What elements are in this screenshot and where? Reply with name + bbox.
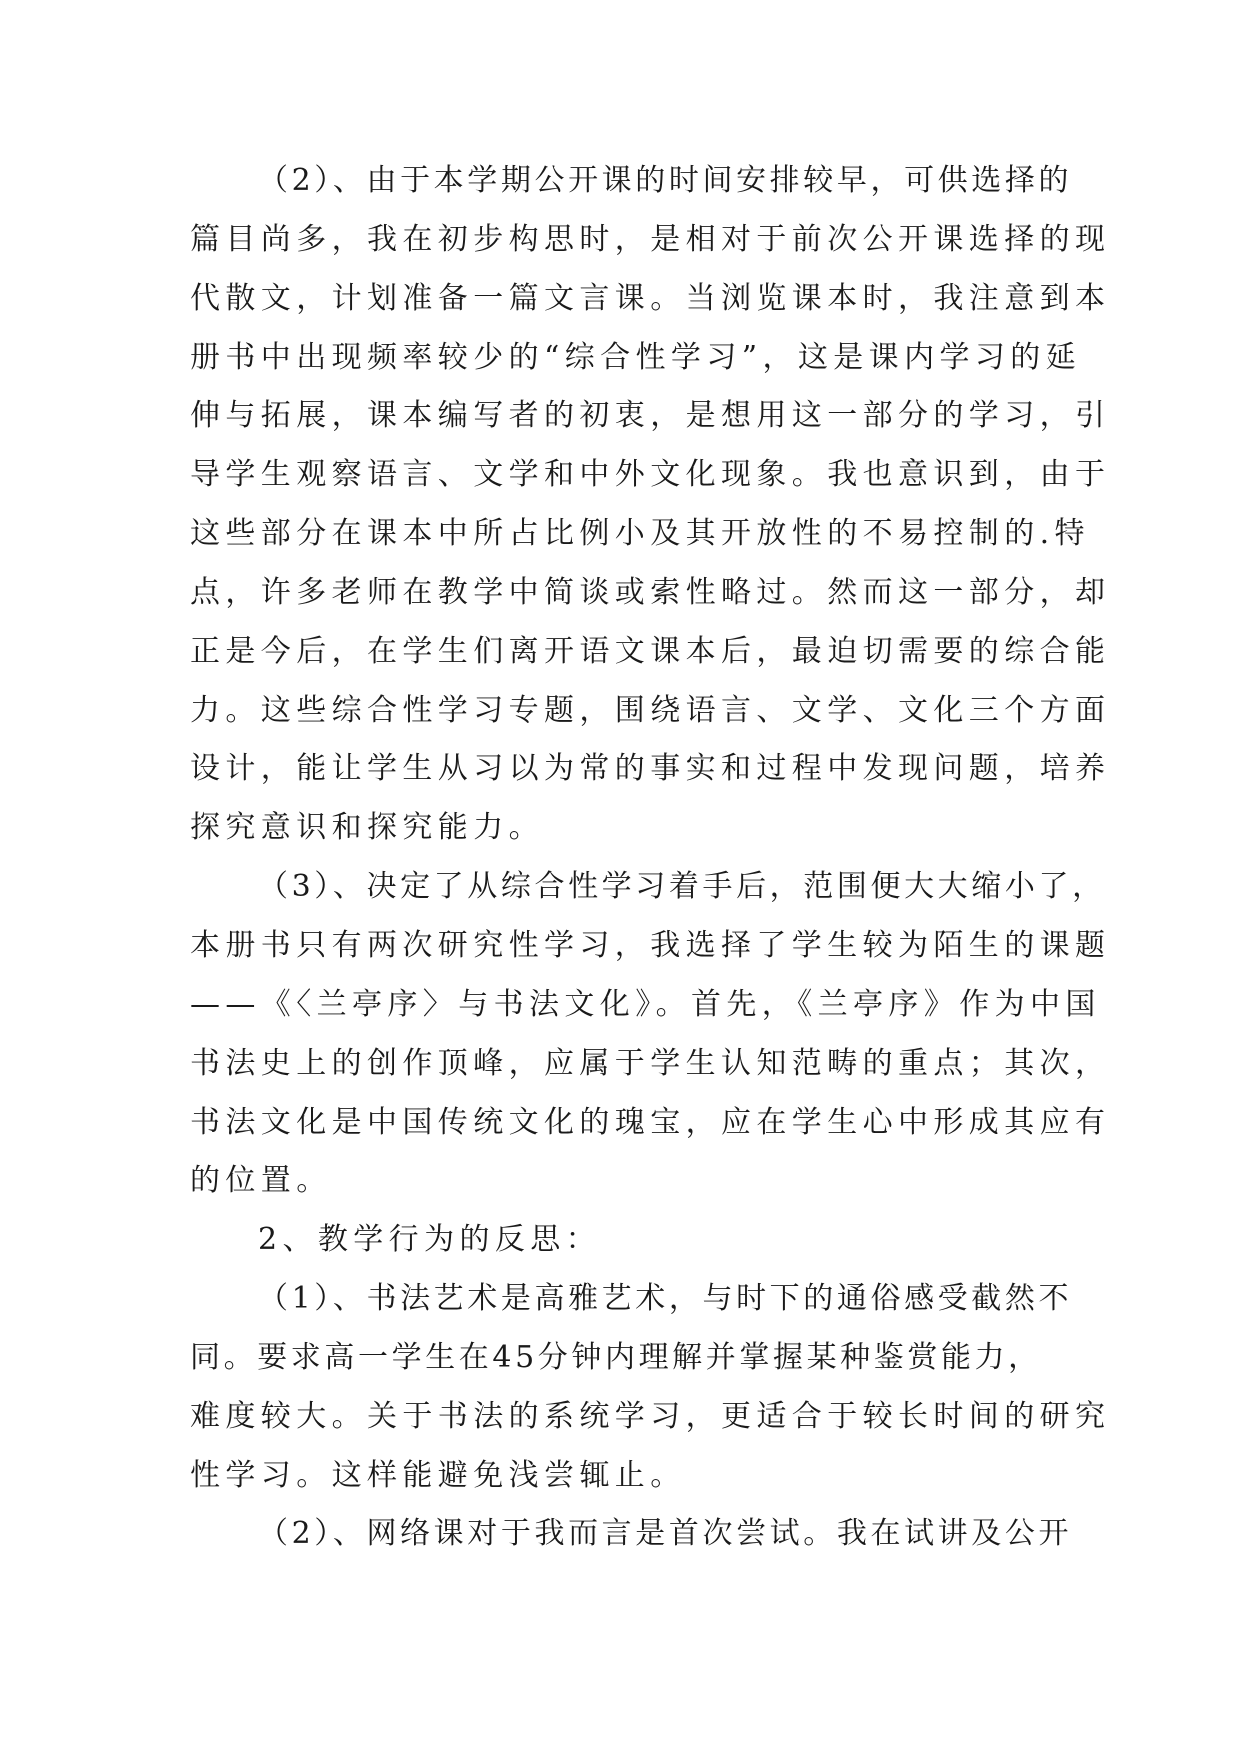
text-line: 书法史上的创作顶峰，应属于学生认知范畴的重点；其次， — [190, 1045, 1111, 1081]
text-line: 书法文化是中国传统文化的瑰宝，应在学生心中形成其应有 — [190, 1104, 1111, 1140]
text-line: 设计，能让学生从习以为常的事实和过程中发现问题，培养 — [190, 751, 1111, 787]
text-line: ——《〈兰亭序〉与书法文化》。首先，《兰亭序》作为中国 — [190, 986, 1101, 1022]
text-line: （1）、书法艺术是高雅艺术，与时下的通俗感受截然不 — [258, 1281, 1073, 1317]
text-line: 难度较大。关于书法的系统学习，更适合于较长时间的研究 — [190, 1398, 1111, 1434]
text-line: 代散文，计划准备一篇文言课。当浏览课本时，我注意到本 — [190, 280, 1111, 316]
text-line: 这些部分在课本中所占比例小及其开放性的不易控制的.特 — [190, 516, 1090, 552]
text-line: （3）、决定了从综合性学习着手后，范围便大大缩小了， — [258, 869, 1106, 905]
text-line: 正是今后，在学生们离开语文课本后，最迫切需要的综合能 — [190, 633, 1111, 669]
text-line: 册书中出现频率较少的“综合性学习”，这是课内学习的延 — [190, 339, 1082, 375]
text-line: 篇目尚多，我在初步构思时，是相对于前次公开课选择的现 — [190, 221, 1111, 257]
text-line: 探究意识和探究能力。 — [190, 810, 544, 846]
text-line: 力。这些综合性学习专题，围绕语言、文学、文化三个方面 — [190, 692, 1111, 728]
text-line: （2）、网络课对于我而言是首次尝试。我在试讲及公开 — [258, 1516, 1073, 1552]
document-body — [190, 152, 1111, 1564]
text-line: 导学生观察语言、文学和中外文化现象。我也意识到，由于 — [190, 457, 1111, 493]
section-heading: 2、教学行为的反思： — [258, 1222, 602, 1258]
text-line: 的位置。 — [190, 1163, 332, 1199]
text-line: 性学习。这样能避免浅尝辄止。 — [190, 1457, 686, 1493]
text-line: （2）、由于本学期公开课的时间安排较早，可供选择的 — [258, 163, 1073, 198]
text-line: 同。要求高一学生在45分钟内理解并掌握某种鉴赏能力， — [190, 1339, 1042, 1375]
text-line: 点，许多老师在教学中简谈或索性略过。然而这一部分，却 — [190, 574, 1111, 610]
text-line: 伸与拓展，课本编写者的初衷，是想用这一部分的学习，引 — [190, 398, 1111, 434]
text-line: 本册书只有两次研究性学习，我选择了学生较为陌生的课题 — [190, 927, 1111, 963]
